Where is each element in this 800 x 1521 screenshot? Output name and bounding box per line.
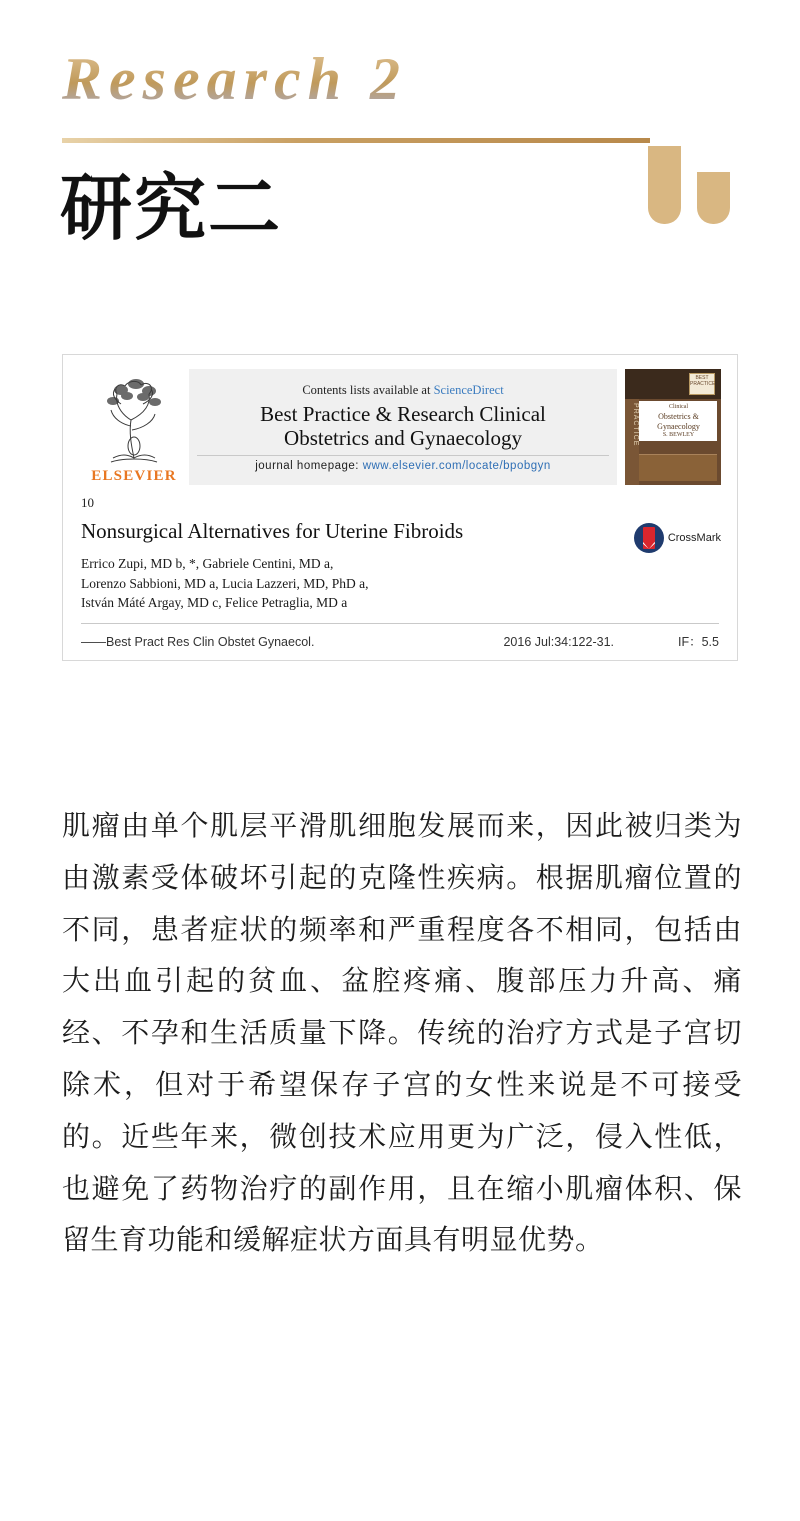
page-title: 研究二 [60, 165, 283, 250]
cover-editor: S. BEWLEY [662, 431, 695, 438]
cover-badge: BEST PRACTICE [689, 373, 715, 395]
quote-mark-icon [648, 146, 738, 224]
elsevier-wordmark: ELSEVIER [91, 468, 177, 484]
journal-article-card [62, 354, 738, 661]
article-number: 10 [81, 495, 94, 510]
journal-masthead-center [189, 369, 617, 485]
elsevier-tree-icon [91, 374, 177, 466]
body-paragraph: 肌瘤由单个肌层平滑肌细胞发展而来，因此被归类为由激素受体破坏引起的克隆性疾病。根据肌瘤位置的不同，患者症状的频率和严重程度各不相同，包括由大出血引起的贫血、盆腔疼痛、腹部压力升高、痛经、不孕和生活质量下降。传统的治疗方式是子宫切除术，但对于希望保存子宫的女性来说是不可接受的。近些年来，微创技术应用更为广泛，侵入性低，也避免了药物治疗的副作用，且在缩小肌瘤体积、保留生育功能和缓解症状方面具有明显优势。 [62, 809, 742, 1257]
citation-row [81, 623, 719, 650]
authors-line-3: István Máté Argay, MD c, Felice Petraglia, MD a [81, 595, 348, 611]
authors-line-2: Lorenzo Sabbioni, MD a, Lucia Lazzeri, MD, PhD a, [81, 575, 369, 591]
authors-line-1: Errico Zupi, MD b, *, Gabriele Centini, MD a, [81, 556, 334, 572]
crossmark-badge[interactable] [634, 523, 721, 553]
journal-name [197, 403, 609, 450]
cover-title-line3: Gynaecology [657, 421, 700, 431]
contents-prefix: Contents lists available at [302, 382, 434, 397]
journal-homepage-url[interactable]: www.elsevier.com/locate/bpobgyn [362, 460, 551, 473]
journal-name-line1: Best Practice & Research Clinical [260, 401, 546, 426]
journal-name-line2: Obstetrics and Gynaecology [284, 425, 522, 450]
cover-title-block [639, 401, 717, 441]
article-title: Nonsurgical Alternatives for Uterine Fibroids [81, 519, 464, 543]
citation-date: 2016 Jul:34:122-31. [503, 634, 614, 649]
journal-homepage-line [197, 455, 609, 472]
sciencedirect-link[interactable]: ScienceDirect [433, 382, 504, 397]
cover-spine-text: PRACTICE [625, 399, 639, 485]
article-authors [81, 554, 721, 613]
page-header [0, 0, 800, 290]
cover-title-line1: Clinical [669, 404, 688, 410]
crossmark-icon [634, 523, 664, 553]
journal-homepage-label: journal homepage: [255, 460, 363, 473]
cover-bottom-band [639, 454, 717, 481]
citation-source: ——Best Pract Res Clin Obstet Gynaecol. [81, 634, 315, 649]
crossmark-label: CrossMark [667, 532, 721, 544]
gold-divider [62, 138, 650, 143]
cover-title-line2: Obstetrics & [658, 411, 699, 421]
journal-masthead [79, 369, 721, 485]
journal-cover-thumbnail [625, 369, 721, 485]
elsevier-logo [79, 369, 189, 485]
impact-factor: IF：5.5 [678, 634, 719, 649]
contents-list-line [197, 383, 609, 398]
research-script-title: Research 2 [62, 46, 407, 112]
